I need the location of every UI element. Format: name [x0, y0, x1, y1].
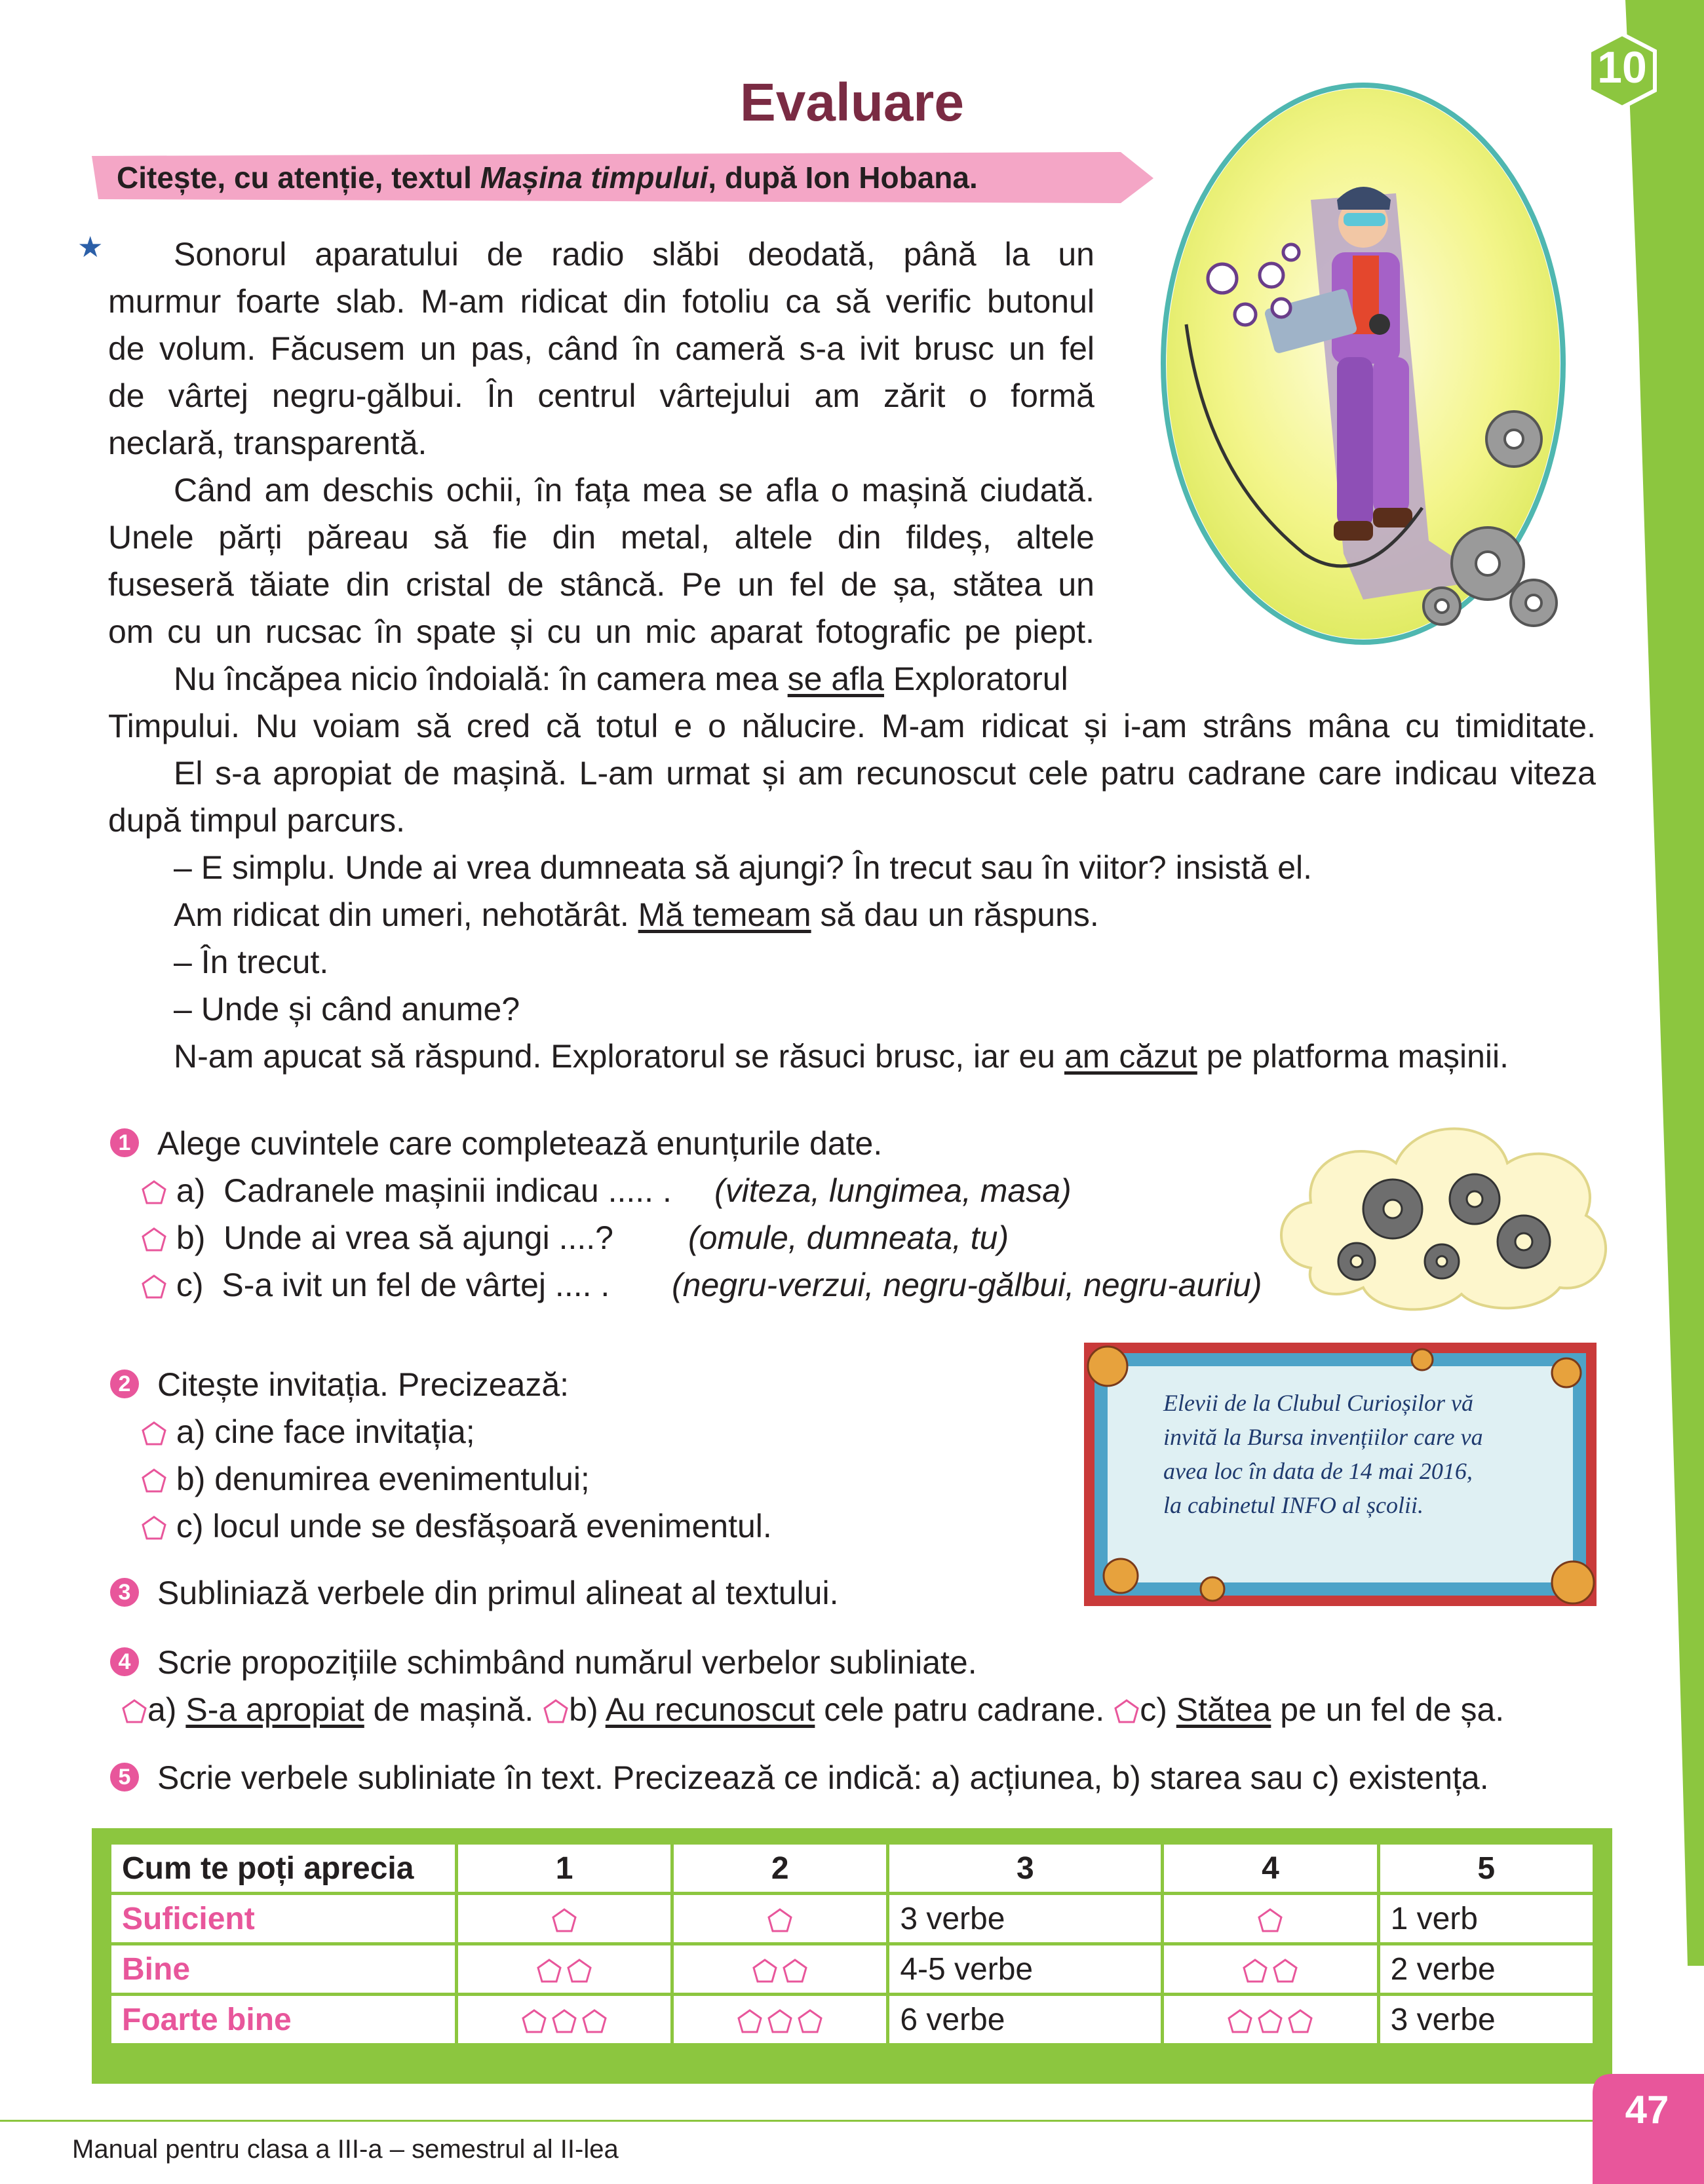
pentagon-checkbox-icon[interactable] [141, 1227, 167, 1253]
table-header: 3 [888, 1843, 1163, 1894]
text-line: – Unde și când anume? [174, 991, 520, 1027]
level-label: Foarte bine [110, 1995, 457, 2045]
underlined-verb: S-a apropiat [185, 1691, 364, 1728]
q1-option-b: b) Unde ai vrea să ajungi ....? [141, 1219, 613, 1257]
pentagon-rating-icon [1242, 1958, 1268, 1984]
q2-option-a: a) cine face invitația; [141, 1413, 475, 1451]
pentagon-rating-icon [1227, 2008, 1253, 2035]
table-row [110, 1944, 1595, 1995]
pentagon-rating-cell [457, 1944, 672, 1995]
text-line: de volum. Făcusem un pas, când în cameră s-a ivit brusc un fel [108, 330, 1094, 367]
question-1-text: Alege cuvintele care completează enunțurile date. [157, 1125, 883, 1162]
q1-option-a-choices: (viteza, lungimea, masa) [714, 1172, 1072, 1209]
pentagon-rating-icon [767, 2008, 793, 2035]
table-row [110, 1894, 1595, 1944]
text-line: Nu încăpea nicio îndoială: în camera mea se afla Exploratorul [174, 661, 1068, 697]
table-cell: 1 verb [1378, 1894, 1594, 1944]
gears-cloud-illustration [1265, 1104, 1619, 1320]
underlined-verb: am căzut [1064, 1038, 1197, 1075]
pentagon-rating-icon [1272, 1958, 1298, 1984]
text-line: după timpul parcurs. [108, 802, 406, 839]
q1-option-b-choices: (omule, dumneata, tu) [688, 1219, 1009, 1256]
q4-sentences: a) S-a apropiat de mașină. b) Au recunoscut cele patru cadrane. c) Stătea pe un fel de șa. [121, 1691, 1504, 1729]
text-line: – E simplu. Unde ai vrea dumneata să ajungi? În trecut sau în viitor? insistă el. [174, 849, 1313, 886]
table-cell: 2 verbe [1378, 1944, 1594, 1995]
footer-divider [0, 2120, 1704, 2122]
reading-instruction: Citește, cu atenție, textul Mașina timpului, după Ion Hobana. [117, 161, 978, 195]
question-number-badge: 3 [110, 1578, 139, 1607]
q1-option-a: a) Cadranele mașinii indicau ..... . [141, 1172, 672, 1210]
table-header: 2 [672, 1843, 888, 1894]
pentagon-rating-icon [737, 2008, 763, 2035]
page-number: 47 [1625, 2088, 1669, 2132]
question-number-badge: 1 [110, 1128, 139, 1157]
pentagon-rating-icon [1287, 2008, 1313, 2035]
text-line: neclară, transparentă. [108, 425, 427, 461]
invitation-text: Elevii de la Clubul Curioșilor vă invită la Bursa invențiilor care va avea loc în data de 14 mai 2016, la cabinetul INFO al școlii. [1163, 1390, 1483, 1518]
table-cell: 3 verbe [888, 1894, 1163, 1944]
pentagon-checkbox-icon[interactable] [121, 1698, 147, 1725]
text-line: om cu un rucsac în spate și cu un mic aparat fotografic pe piept. [108, 613, 1094, 650]
self-assessment-table [108, 1841, 1596, 2046]
pentagon-rating-cell [672, 1995, 888, 2045]
green-edge-decoration [1625, 0, 1704, 1966]
pentagon-rating-icon [566, 1958, 592, 1984]
q1-option-c: c) S-a ivit un fel de vârtej .... . [141, 1266, 610, 1304]
pentagon-rating-cell [1163, 1995, 1378, 2045]
q2-option-c: c) locul unde se desfășoară evenimentul. [141, 1507, 772, 1545]
pentagon-rating-icon [551, 1907, 577, 1934]
pentagon-rating-icon [767, 1907, 793, 1934]
table-header-row [110, 1843, 1595, 1894]
pentagon-rating-icon [1257, 2008, 1283, 2035]
underlined-verb: se afla [787, 661, 884, 697]
pentagon-rating-icon [797, 2008, 823, 2035]
table-row [110, 1995, 1595, 2045]
pentagon-checkbox-icon[interactable] [141, 1515, 167, 1541]
underlined-verb: Au recunoscut [605, 1691, 815, 1728]
pentagon-rating-cell [672, 1944, 888, 1995]
level-label: Bine [110, 1944, 457, 1995]
text-line: Sonorul aparatului de radio slăbi deodată, până la un [174, 236, 1094, 273]
pentagon-rating-cell [457, 1995, 672, 2045]
level-label: Suficient [110, 1894, 457, 1944]
text-line: fuseseră tăiate din cristal de stâncă. Pe un fel de șa, stătea un [108, 566, 1094, 603]
pentagon-rating-icon [521, 2008, 547, 2035]
underlined-verb: Stătea [1176, 1691, 1271, 1728]
pentagon-checkbox-icon[interactable] [141, 1179, 167, 1206]
page-title: Evaluare [740, 73, 964, 132]
pentagon-rating-cell [457, 1894, 672, 1944]
underlined-verb: Mă temeam [638, 896, 811, 933]
text-line: Am ridicat din umeri, nehotărât. Mă temeam să dau un răspuns. [174, 896, 1099, 933]
text-line: murmur foarte slab. M-am ridicat din fotoliu ca să verific butonul [108, 283, 1094, 320]
question-number-badge: 2 [110, 1370, 139, 1398]
table-header: Cum te poți aprecia [110, 1843, 457, 1894]
question-3-text: Subliniază verbele din primul alineat al textului. [157, 1575, 839, 1611]
question-4-text: Scrie propozițiile schimbând numărul verbelor subliniate. [157, 1644, 977, 1681]
table-header: 5 [1378, 1843, 1594, 1894]
table-header: 1 [457, 1843, 672, 1894]
text-line: Unele părți păreau să fie din metal, altele din fildeș, altele [108, 519, 1094, 556]
question-2-text: Citește invitația. Precizează: [157, 1366, 570, 1403]
pentagon-rating-cell [1163, 1894, 1378, 1944]
text-line: de vârtej negru-gălbui. În centrul vârtejului am zărit o formă [108, 377, 1094, 414]
pentagon-rating-icon [536, 1958, 562, 1984]
pentagon-checkbox-icon[interactable] [543, 1698, 569, 1725]
question-5-text: Scrie verbele subliniate în text. Precizează ce indică: a) acțiunea, b) starea sau c) existența. [157, 1759, 1489, 1796]
q2-option-b: b) denumirea evenimentului; [141, 1460, 590, 1498]
table-cell: 4-5 verbe [888, 1944, 1163, 1995]
pentagon-rating-cell [672, 1894, 888, 1944]
footer-text: Manual pentru clasa a III-a – semestrul al II-lea [72, 2135, 619, 2164]
text-line: Când am deschis ochii, în fața mea se afla o mașină ciudată. [174, 472, 1094, 508]
question-number-badge: 4 [110, 1647, 139, 1676]
time-traveler-illustration [1147, 82, 1579, 672]
table-header: 4 [1163, 1843, 1378, 1894]
pentagon-rating-cell [1163, 1944, 1378, 1995]
table-cell: 3 verbe [1378, 1995, 1594, 2045]
question-number-badge: 5 [110, 1763, 139, 1791]
pentagon-checkbox-icon[interactable] [1113, 1698, 1140, 1725]
pentagon-rating-icon [782, 1958, 808, 1984]
pentagon-checkbox-icon[interactable] [141, 1274, 167, 1300]
pentagon-rating-icon [1257, 1907, 1283, 1934]
chapter-number: 10 [1597, 43, 1647, 92]
pentagon-checkbox-icon[interactable] [141, 1468, 167, 1494]
table-cell: 6 verbe [888, 1995, 1163, 2045]
text-line: N-am apucat să răspund. Exploratorul se răsuci brusc, iar eu am căzut pe platforma mașinii. [174, 1038, 1509, 1075]
q1-option-c-choices: (negru-verzui, negru-gălbui, negru-auriu) [672, 1267, 1262, 1303]
text-line: Timpului. Nu voiam să cred că totul e o nălucire. M-am ridicat și i-am strâns mâna cu timiditate. [108, 708, 1596, 744]
text-line: – În trecut. [174, 944, 329, 980]
pentagon-rating-icon [581, 2008, 608, 2035]
pentagon-rating-icon [551, 2008, 577, 2035]
star-icon: ★ [77, 231, 104, 263]
pentagon-rating-icon [752, 1958, 778, 1984]
text-line: El s-a apropiat de mașină. L-am urmat și am recunoscut cele patru cadrane care indicau viteza [174, 755, 1596, 792]
pentagon-checkbox-icon[interactable] [141, 1421, 167, 1447]
